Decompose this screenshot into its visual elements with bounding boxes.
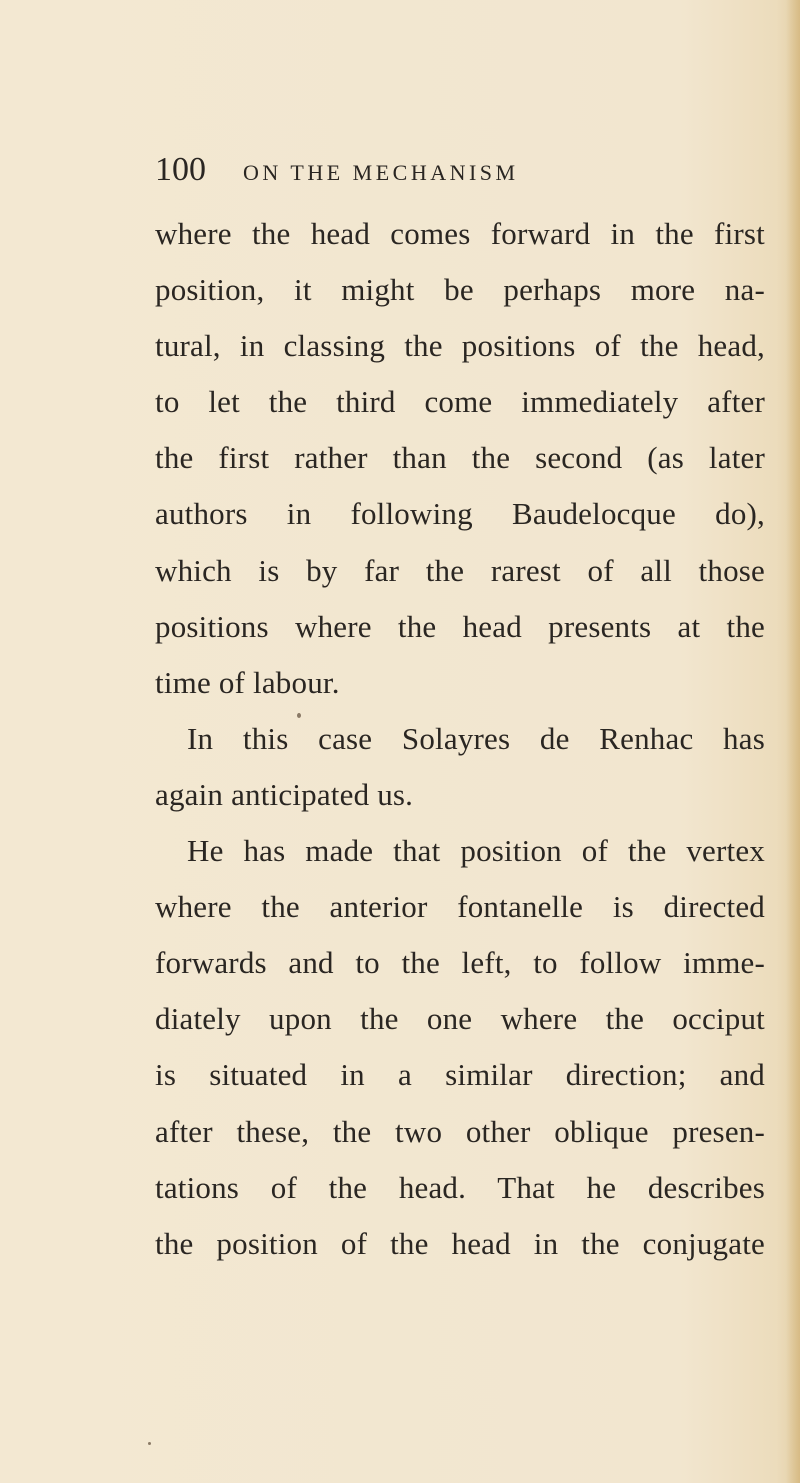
text-line: the first rather than the second (as later xyxy=(155,440,765,476)
text-line: which is by far the rarest of all those xyxy=(155,552,765,588)
text-line: diately upon the one where the occiput xyxy=(155,1001,765,1037)
text-line: where the head comes forward in the first xyxy=(155,216,765,251)
paper-speck xyxy=(148,1442,151,1445)
body-text xyxy=(155,206,765,1272)
page-edge-shadow xyxy=(786,0,800,1483)
text-line: is situated in a similar direction; and xyxy=(155,1057,765,1093)
text-line: tations of the head. That he describes xyxy=(155,1169,765,1205)
text-line: In this case Solayres de Renhac has xyxy=(187,720,765,756)
text-line: authors in following Baudelocque do), xyxy=(155,496,765,532)
text-line: tural, in classing the positions of the head, xyxy=(155,328,765,364)
text-line: the position of the head in the conjugate xyxy=(155,1225,765,1261)
text-line: again anticipated us. xyxy=(155,776,414,812)
text-line: position, it might be perhaps more na- xyxy=(155,272,765,308)
text-line: where the anterior fontanelle is directed xyxy=(155,889,765,925)
running-title: ON THE MECHANISM xyxy=(243,160,519,185)
text-line: He has made that position of the vertex xyxy=(187,833,765,869)
page-header xyxy=(155,150,775,190)
text-line: after these, the two other oblique presen- xyxy=(155,1113,765,1149)
text-line: to let the third come immediately after xyxy=(155,384,765,420)
paper-speck xyxy=(297,713,301,718)
text-line: forwards and to the left, to follow imme- xyxy=(155,945,765,981)
text-line: time of labour. xyxy=(155,664,340,700)
text-line: positions where the head presents at the xyxy=(155,608,765,644)
page-number: 100 xyxy=(155,151,206,188)
